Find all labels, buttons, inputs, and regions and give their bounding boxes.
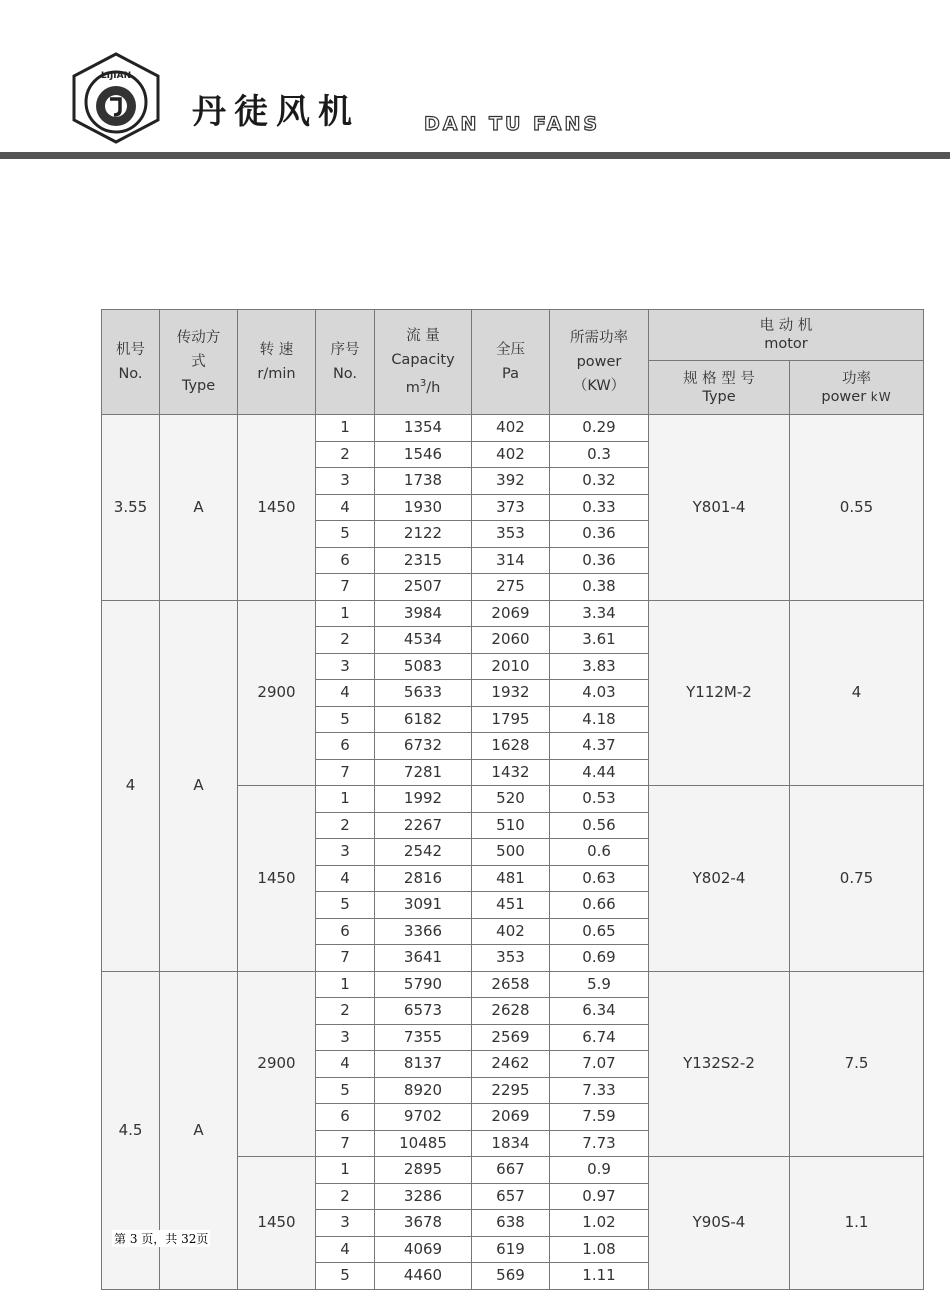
cell-required-power: 7.59	[550, 1104, 649, 1131]
cell-pressure: 657	[472, 1183, 550, 1210]
cell-required-power: 0.53	[550, 786, 649, 813]
cell-required-power: 3.83	[550, 653, 649, 680]
cell-required-power: 7.07	[550, 1051, 649, 1078]
cell-capacity: 9702	[375, 1104, 472, 1131]
cell-speed: 1450	[238, 786, 316, 972]
cell-capacity: 8920	[375, 1077, 472, 1104]
cell-capacity: 3984	[375, 600, 472, 627]
cell-required-power: 1.08	[550, 1236, 649, 1263]
cell-pressure: 1834	[472, 1130, 550, 1157]
cell-pressure: 2569	[472, 1024, 550, 1051]
cell-required-power: 0.38	[550, 574, 649, 601]
cell-required-power: 4.37	[550, 733, 649, 760]
cell-required-power: 7.73	[550, 1130, 649, 1157]
cell-capacity: 4534	[375, 627, 472, 654]
cell-motor-power: 0.75	[790, 786, 924, 972]
cell-drive-type: A	[160, 415, 238, 601]
cell-machine-no: 3.55	[102, 415, 160, 601]
cell-capacity: 2315	[375, 547, 472, 574]
cell-motor-model: Y802-4	[649, 786, 790, 972]
cell-sequence: 2	[316, 812, 375, 839]
cell-sequence: 7	[316, 574, 375, 601]
fan-spec-table-wrapper	[101, 309, 924, 1290]
cell-motor-power: 4	[790, 600, 924, 786]
cell-pressure: 275	[472, 574, 550, 601]
cell-required-power: 6.74	[550, 1024, 649, 1051]
cell-pressure: 2295	[472, 1077, 550, 1104]
cell-required-power: 0.29	[550, 415, 649, 442]
cell-capacity: 2122	[375, 521, 472, 548]
cell-drive-type: A	[160, 971, 238, 1289]
cell-capacity: 1738	[375, 468, 472, 495]
cell-capacity: 3366	[375, 918, 472, 945]
table-body	[102, 415, 924, 1290]
cell-sequence: 4	[316, 1051, 375, 1078]
cell-pressure: 314	[472, 547, 550, 574]
cell-required-power: 3.34	[550, 600, 649, 627]
col-motor-power: 功率 power kW	[790, 361, 924, 415]
cell-required-power: 4.44	[550, 759, 649, 786]
cell-motor-model: Y132S2-2	[649, 971, 790, 1157]
cell-sequence: 6	[316, 547, 375, 574]
cell-capacity: 7281	[375, 759, 472, 786]
cell-capacity: 2507	[375, 574, 472, 601]
col-machine-no: 机号 No.	[102, 310, 160, 415]
brand-name-en: DAN TU FANS	[424, 113, 601, 135]
cell-sequence: 6	[316, 1104, 375, 1131]
cell-capacity: 1992	[375, 786, 472, 813]
page-header	[0, 0, 950, 165]
cell-sequence: 7	[316, 1130, 375, 1157]
cell-pressure: 1628	[472, 733, 550, 760]
cell-pressure: 500	[472, 839, 550, 866]
cell-sequence: 3	[316, 653, 375, 680]
cell-sequence: 1	[316, 415, 375, 442]
cell-machine-no: 4.5	[102, 971, 160, 1289]
cell-required-power: 0.63	[550, 865, 649, 892]
cell-pressure: 373	[472, 494, 550, 521]
brand-name-cn: 丹徒风机	[192, 92, 360, 132]
cell-capacity: 1930	[375, 494, 472, 521]
cell-required-power: 4.03	[550, 680, 649, 707]
cell-pressure: 619	[472, 1236, 550, 1263]
cell-capacity: 2542	[375, 839, 472, 866]
cell-capacity: 6182	[375, 706, 472, 733]
cell-required-power: 0.36	[550, 547, 649, 574]
cell-required-power: 0.3	[550, 441, 649, 468]
cell-capacity: 2895	[375, 1157, 472, 1184]
cell-capacity: 8137	[375, 1051, 472, 1078]
cell-capacity: 7355	[375, 1024, 472, 1051]
cell-required-power: 0.6	[550, 839, 649, 866]
table-row	[102, 600, 924, 627]
cell-pressure: 402	[472, 415, 550, 442]
cell-pressure: 353	[472, 945, 550, 972]
cell-required-power: 0.66	[550, 892, 649, 919]
cell-sequence: 4	[316, 680, 375, 707]
cell-required-power: 0.65	[550, 918, 649, 945]
col-motor-model: 规 格 型 号 Type	[649, 361, 790, 415]
cell-pressure: 2462	[472, 1051, 550, 1078]
cell-capacity: 5790	[375, 971, 472, 998]
cell-pressure: 451	[472, 892, 550, 919]
col-speed: 转 速 r/min	[238, 310, 316, 415]
cell-sequence: 7	[316, 945, 375, 972]
cell-pressure: 2060	[472, 627, 550, 654]
col-motor: 电 动 机 motor	[649, 310, 924, 361]
cell-sequence: 1	[316, 1157, 375, 1184]
cell-capacity: 5633	[375, 680, 472, 707]
cell-required-power: 0.36	[550, 521, 649, 548]
cell-capacity: 1546	[375, 441, 472, 468]
cell-sequence: 3	[316, 1024, 375, 1051]
cell-required-power: 0.33	[550, 494, 649, 521]
cell-capacity: 10485	[375, 1130, 472, 1157]
cell-sequence: 3	[316, 839, 375, 866]
cell-speed: 1450	[238, 415, 316, 601]
cell-sequence: 5	[316, 892, 375, 919]
cell-sequence: 2	[316, 998, 375, 1025]
fan-spec-table	[101, 309, 924, 1290]
cell-required-power: 1.11	[550, 1263, 649, 1290]
logo-text: LIJIAN	[100, 71, 132, 81]
cell-sequence: 6	[316, 918, 375, 945]
col-drive-type: 传动方 式 Type	[160, 310, 238, 415]
cell-sequence: 4	[316, 494, 375, 521]
cell-capacity: 5083	[375, 653, 472, 680]
cell-sequence: 5	[316, 706, 375, 733]
cell-motor-power: 0.55	[790, 415, 924, 601]
cell-drive-type: A	[160, 600, 238, 971]
cell-capacity: 4460	[375, 1263, 472, 1290]
col-pressure: 全压 Pa	[472, 310, 550, 415]
cell-pressure: 569	[472, 1263, 550, 1290]
cell-sequence: 6	[316, 733, 375, 760]
cell-pressure: 2658	[472, 971, 550, 998]
cell-sequence: 5	[316, 1263, 375, 1290]
table-header	[102, 310, 924, 415]
cell-sequence: 5	[316, 521, 375, 548]
cell-motor-power: 1.1	[790, 1157, 924, 1290]
cell-pressure: 667	[472, 1157, 550, 1184]
cell-capacity: 3678	[375, 1210, 472, 1237]
cell-sequence: 4	[316, 1236, 375, 1263]
cell-capacity: 1354	[375, 415, 472, 442]
cell-capacity: 6573	[375, 998, 472, 1025]
company-logo	[70, 52, 162, 144]
cell-pressure: 638	[472, 1210, 550, 1237]
cell-speed: 1450	[238, 1157, 316, 1290]
cell-required-power: 0.32	[550, 468, 649, 495]
cell-required-power: 0.56	[550, 812, 649, 839]
cell-capacity: 3091	[375, 892, 472, 919]
cell-required-power: 1.02	[550, 1210, 649, 1237]
cell-pressure: 1932	[472, 680, 550, 707]
cell-required-power: 5.9	[550, 971, 649, 998]
cell-motor-model: Y90S-4	[649, 1157, 790, 1290]
cell-sequence: 1	[316, 786, 375, 813]
cell-required-power: 4.18	[550, 706, 649, 733]
cell-sequence: 3	[316, 1210, 375, 1237]
cell-capacity: 2816	[375, 865, 472, 892]
cell-sequence: 5	[316, 1077, 375, 1104]
cell-sequence: 2	[316, 1183, 375, 1210]
cell-sequence: 4	[316, 865, 375, 892]
cell-pressure: 2069	[472, 1104, 550, 1131]
cell-sequence: 2	[316, 441, 375, 468]
cell-sequence: 2	[316, 627, 375, 654]
cell-pressure: 481	[472, 865, 550, 892]
cell-sequence: 3	[316, 468, 375, 495]
cell-capacity: 3286	[375, 1183, 472, 1210]
cell-motor-power: 7.5	[790, 971, 924, 1157]
cell-sequence: 1	[316, 971, 375, 998]
cell-pressure: 2628	[472, 998, 550, 1025]
cell-required-power: 0.97	[550, 1183, 649, 1210]
cell-required-power: 3.61	[550, 627, 649, 654]
table-row	[102, 415, 924, 442]
cell-pressure: 520	[472, 786, 550, 813]
cell-required-power: 0.9	[550, 1157, 649, 1184]
cell-sequence: 1	[316, 600, 375, 627]
cell-required-power: 7.33	[550, 1077, 649, 1104]
cell-pressure: 1432	[472, 759, 550, 786]
col-sequence: 序号 No.	[316, 310, 375, 415]
cell-capacity: 6732	[375, 733, 472, 760]
cell-required-power: 0.69	[550, 945, 649, 972]
cell-motor-model: Y112M-2	[649, 600, 790, 786]
cell-pressure: 392	[472, 468, 550, 495]
cell-sequence: 7	[316, 759, 375, 786]
cell-speed: 2900	[238, 600, 316, 786]
cell-capacity: 4069	[375, 1236, 472, 1263]
cell-pressure: 353	[472, 521, 550, 548]
cell-pressure: 2010	[472, 653, 550, 680]
cell-pressure: 402	[472, 441, 550, 468]
cell-required-power: 6.34	[550, 998, 649, 1025]
header-divider	[0, 152, 950, 159]
cell-capacity: 2267	[375, 812, 472, 839]
cell-pressure: 402	[472, 918, 550, 945]
cell-pressure: 1795	[472, 706, 550, 733]
col-capacity: 流 量 Capacity $m^3/h$	[375, 310, 472, 415]
cell-capacity: 3641	[375, 945, 472, 972]
col-required-power: 所需功率 power （KW）	[550, 310, 649, 415]
cell-motor-model: Y801-4	[649, 415, 790, 601]
table-row	[102, 971, 924, 998]
cell-pressure: 2069	[472, 600, 550, 627]
cell-speed: 2900	[238, 971, 316, 1157]
page-number-note: 第 3 页，共 32页	[114, 1232, 209, 1246]
cell-machine-no: 4	[102, 600, 160, 971]
cell-pressure: 510	[472, 812, 550, 839]
